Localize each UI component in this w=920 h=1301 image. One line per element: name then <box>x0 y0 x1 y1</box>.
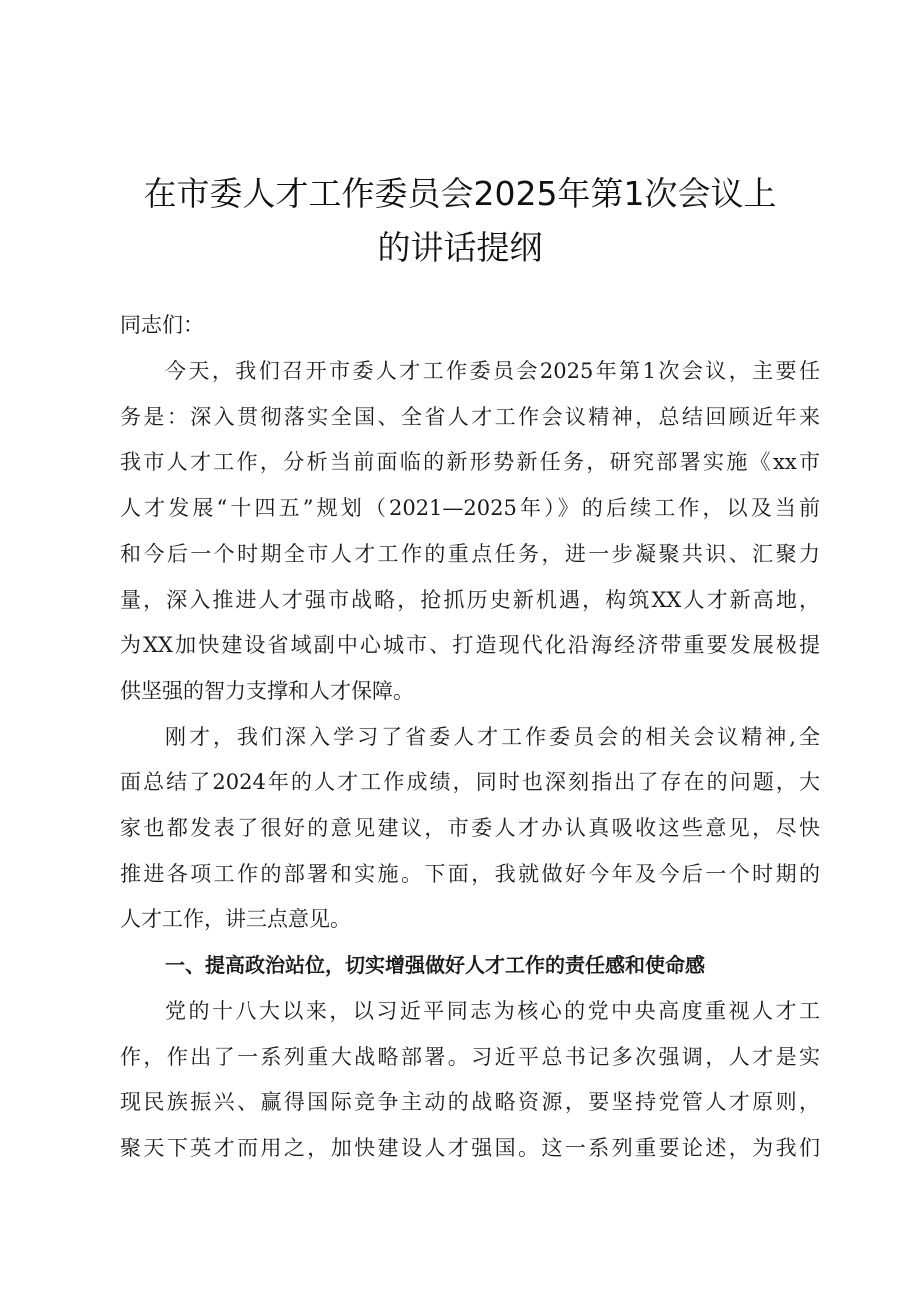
document-title-line-1: 在市委人才工作委员会2025年第1次会议上 <box>143 174 777 213</box>
section-heading: 一、提高政治站位，切实增强做好人才工作的责任感和使命感 <box>165 953 705 977</box>
paragraph-line: 我市人才工作，分析当前面临的新形势新任务，研究部署实施《xx市 <box>120 450 820 474</box>
salutation: 同志们： <box>120 313 204 337</box>
paragraph-line: 务是：深入贯彻落实全国、全省人才工作会议精神，总结回顾近年来 <box>120 405 820 429</box>
paragraph-line: 现民族振兴、赢得国际竞争主动的战略资源，要坚持党管人才原则， <box>120 1090 820 1114</box>
paragraph-line: 供坚强的智力支撑和人才保障。 <box>120 679 414 703</box>
paragraph-line: 人才工作，讲三点意见。 <box>120 907 351 931</box>
paragraph-line: 党的十八大以来，以习近平同志为核心的党中央高度重视人才工 <box>165 999 820 1023</box>
document-title-line-2: 的讲话提纲 <box>377 228 543 267</box>
paragraph-line: 聚天下英才而用之，加快建设人才强国。这一系列重要论述，为我们 <box>120 1136 820 1160</box>
paragraph-line: 量，深入推进人才强市战略，抢抓历史新机遇，构筑XX人才新高地， <box>120 588 820 612</box>
paragraph-line: 推进各项工作的部署和实施。下面，我就做好今年及今后一个时期的 <box>120 862 820 886</box>
paragraph-line: 为XX加快建设省域副中心城市、打造现代化沿海经济带重要发展极提 <box>120 633 820 657</box>
paragraph-line: 和今后一个时期全市人才工作的重点任务，进一步凝聚共识、汇聚力 <box>120 542 820 566</box>
paragraph-line: 今天，我们召开市委人才工作委员会2025年第1次会议，主要任 <box>165 359 820 383</box>
paragraph-line: 刚才，我们深入学习了省委人才工作委员会的相关会议精神,全 <box>165 725 820 749</box>
paragraph-line: 人才发展“十四五”规划（2021—2025年）》的后续工作，以及当前 <box>120 496 820 520</box>
paragraph-line: 作，作出了一系列重大战略部署。习近平总书记多次强调，人才是实 <box>120 1045 820 1069</box>
paragraph-line: 家也都发表了很好的意见建议，市委人才办认真吸收这些意见，尽快 <box>120 816 820 840</box>
paragraph-line: 面总结了2024年的人才工作成绩，同时也深刻指出了存在的问题，大 <box>120 770 820 794</box>
